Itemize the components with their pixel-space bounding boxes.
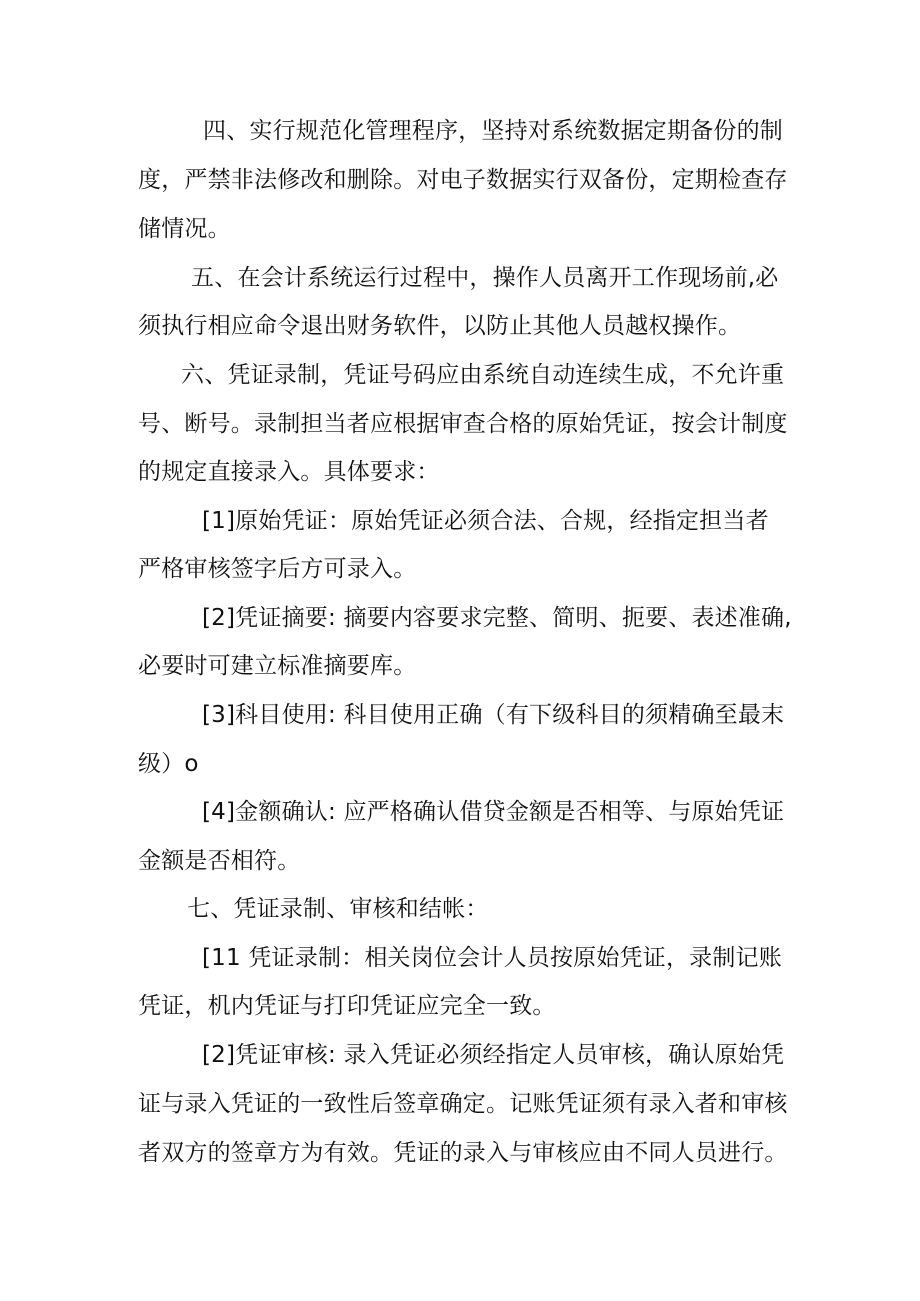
item-3-line-2: 级）o bbox=[138, 751, 199, 777]
paragraph-5-line-2: 须执行相应命令退出财务软件，以防止其他人员越权操作。 bbox=[138, 313, 742, 339]
item-4-line-2: 金额是否相符。 bbox=[138, 848, 301, 874]
paragraph-4-line-3: 储情况。 bbox=[138, 216, 231, 242]
item-2b-line-3: 者双方的签章方为有效。凭证的录入与审核应由不同人员进行。 bbox=[138, 1140, 788, 1166]
item-2b-line-1: [2]凭证审核: 录入凭证必须经指定人员审核，确认原始凭 bbox=[202, 1042, 785, 1068]
item-1-line-1: [1]原始凭证：原始凭证必须合法、合规，经指定担当者 bbox=[202, 508, 769, 534]
paragraph-6-line-3: 的规定直接录入。具体要求： bbox=[138, 459, 440, 485]
item-2b-line-2: 证与录入凭证的一致性后签章确定。记账凭证须有录入者和审核 bbox=[138, 1091, 788, 1117]
item-2-line-1: [2]凭证摘要: 摘要内容要求完整、简明、扼要、表述准确, bbox=[202, 605, 792, 631]
item-11-line-2: 凭证，机内凭证与打印凭证应完全一致。 bbox=[138, 993, 556, 1019]
paragraph-7-line-1: 七、凭证录制、审核和结帐： bbox=[187, 896, 489, 922]
item-4-line-1: [4]金额确认: 应严格确认借贷金额是否相等、与原始凭证 bbox=[202, 799, 785, 825]
item-2-line-2: 必要时可建立标准摘要库。 bbox=[138, 653, 417, 679]
paragraph-4-line-2: 度，严禁非法修改和删除。对电子数据实行双备份，定期检查存 bbox=[138, 167, 788, 193]
paragraph-4-line-1: 四、实行规范化管理程序，坚持对系统数据定期备份的制 bbox=[203, 118, 783, 144]
item-3-line-1: [3]科目使用: 科目使用正确（有下级科目的须精确至最末 bbox=[202, 702, 785, 728]
paragraph-6-line-2: 号、断号。录制担当者应根据审查合格的原始凭证，按会计制度 bbox=[138, 411, 788, 437]
paragraph-5-line-1: 五、在会计系统运行过程中，操作人员离开工作现场前,必 bbox=[191, 265, 779, 291]
item-11-line-1: [11 凭证录制：相关岗位会计人员按原始凭证，录制记账 bbox=[202, 945, 782, 971]
item-1-line-2: 严格审核签字后方可录入。 bbox=[138, 556, 417, 582]
paragraph-6-line-1: 六、凭证录制，凭证号码应由系统自动连续生成，不允许重 bbox=[181, 362, 785, 388]
